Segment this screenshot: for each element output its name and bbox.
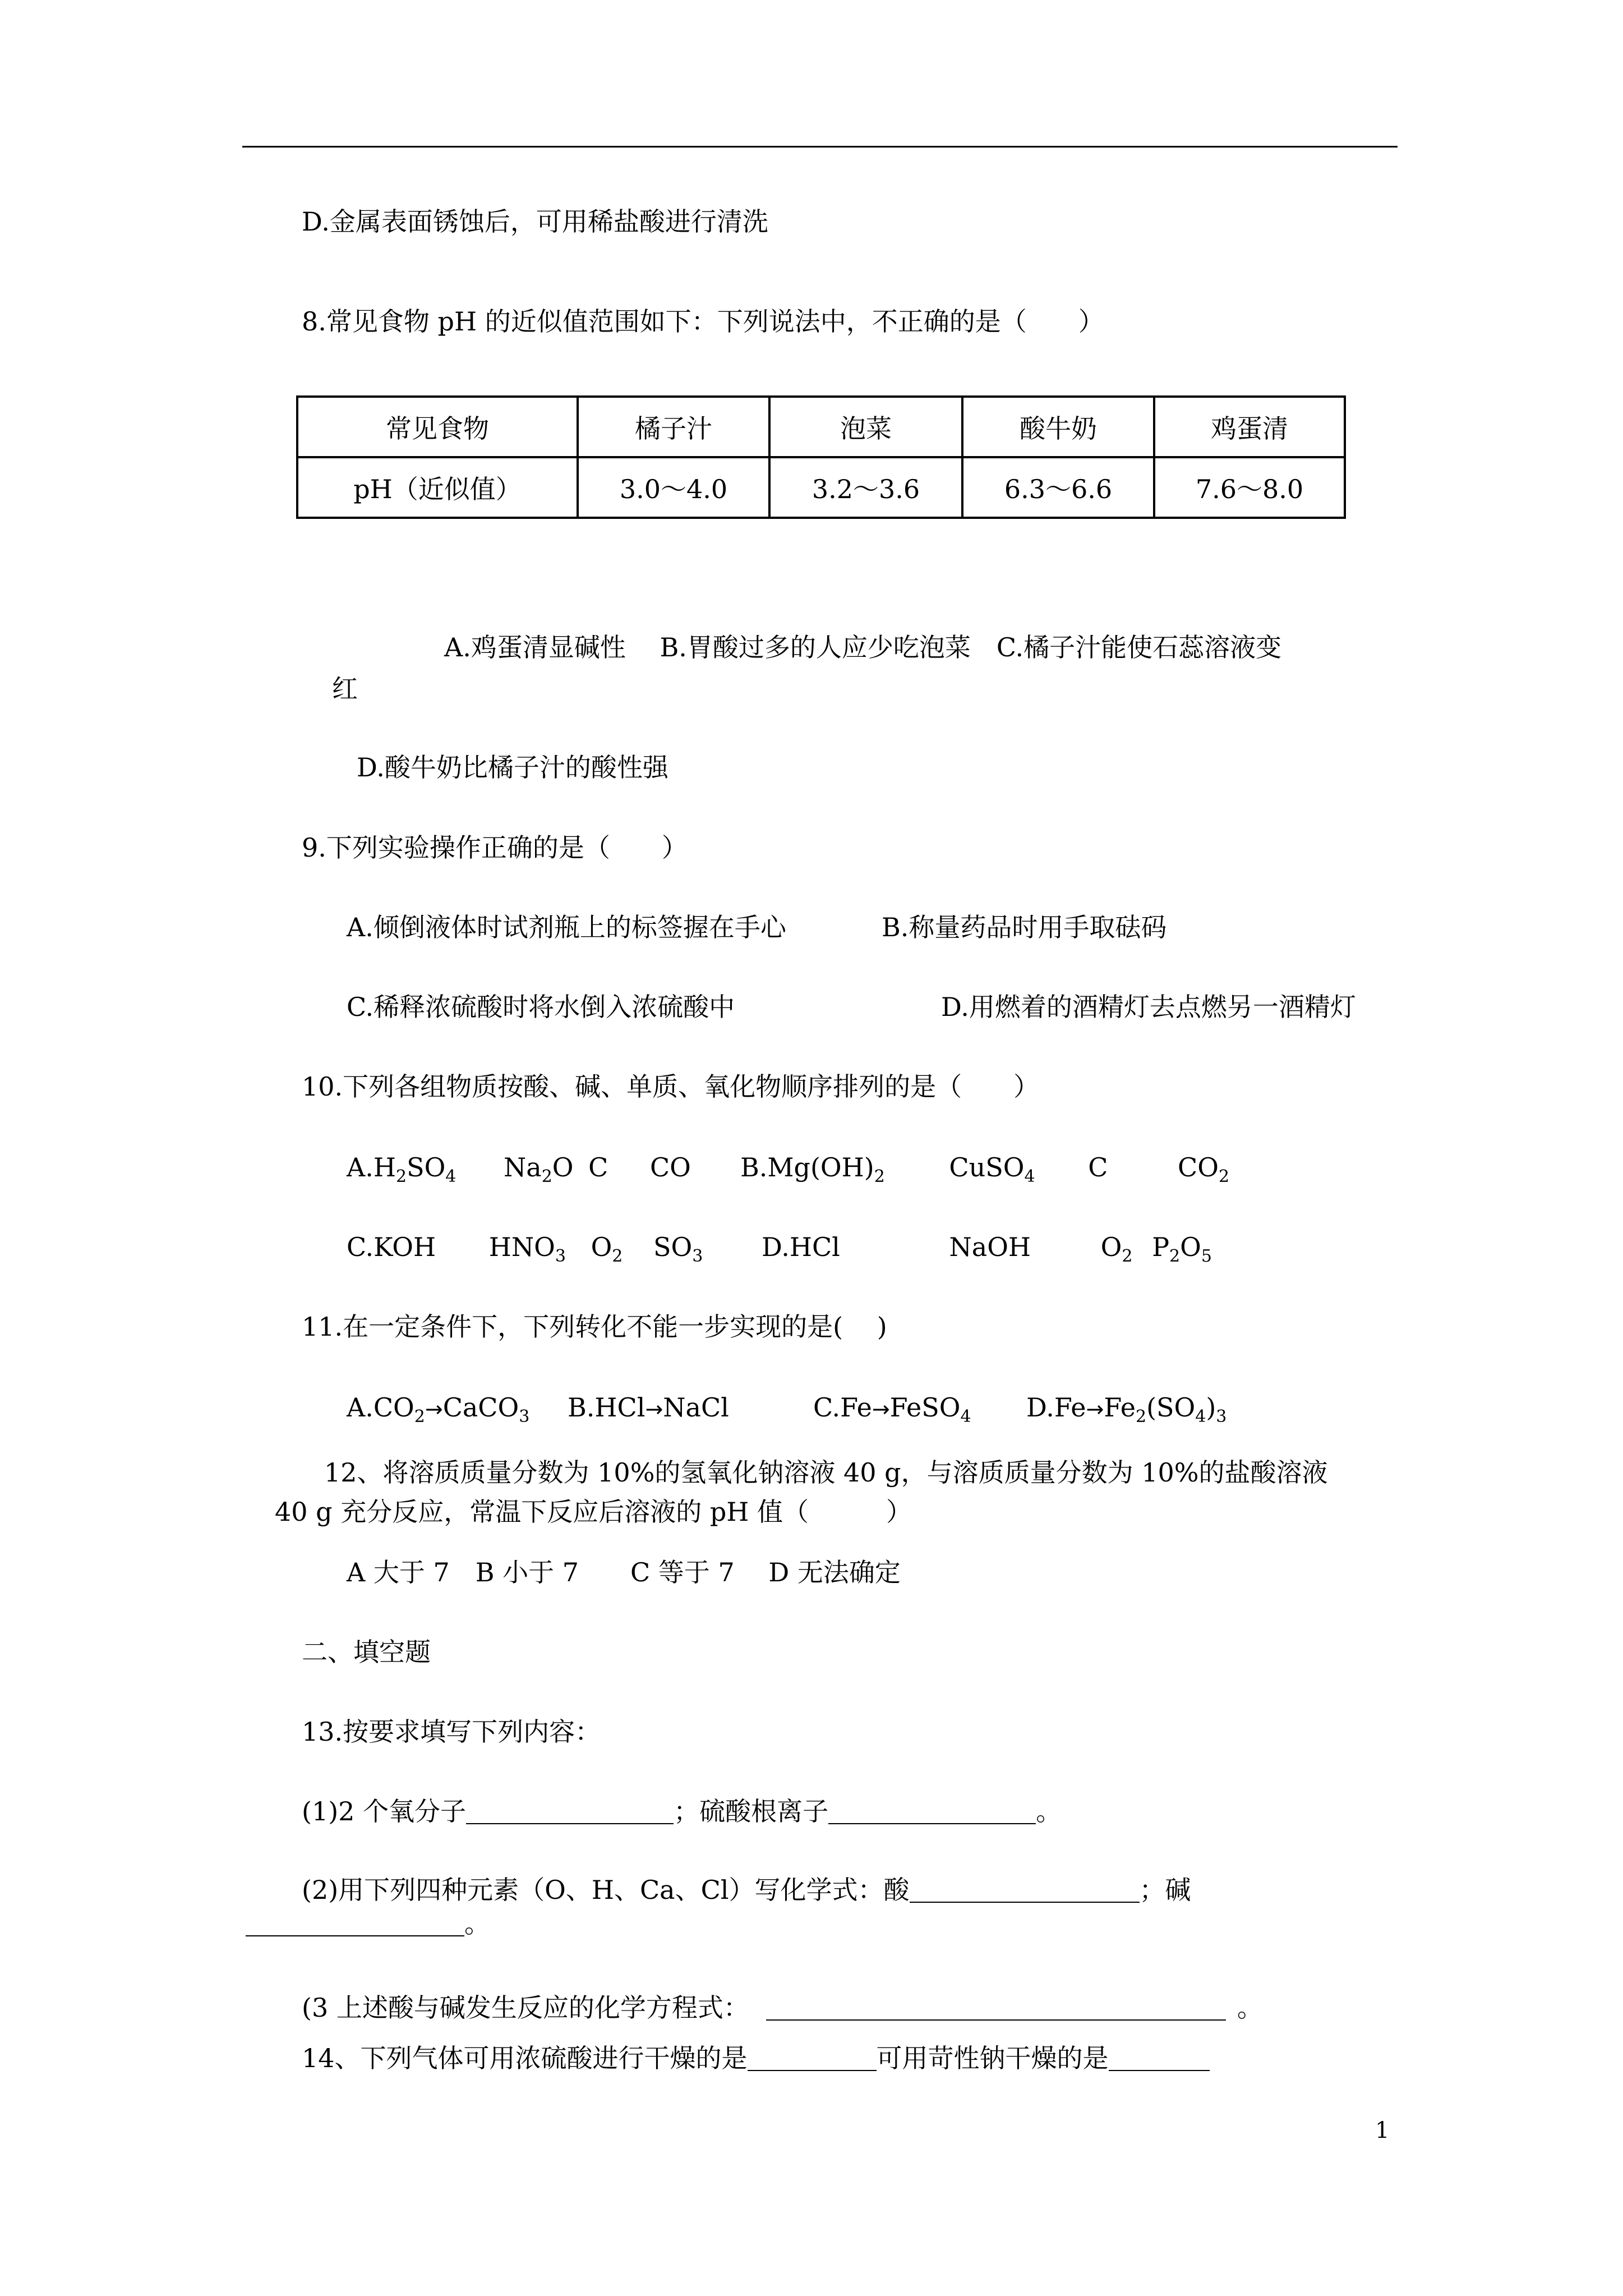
q9-option-b: B.称量药品时用手取砝码 bbox=[882, 912, 1167, 942]
answer-blank[interactable] bbox=[828, 1801, 1036, 1824]
table-cell: 3.2～3.6 bbox=[769, 457, 962, 518]
q8-options-line1: A.鸡蛋清显碱性 B.胃酸过多的人应少吃泡菜 C.橘子汁能使石蕊溶液变 bbox=[444, 632, 1282, 662]
q13-part3: (3 上述酸与碱发生反应的化学方程式： 。 bbox=[302, 1993, 1263, 2023]
q10-option-b: $B.Mg(OH)_2$ CuSO$_4$ C $CO_2$ bbox=[740, 1152, 1230, 1186]
q7-option-d: D.金属表面锈蚀后，可用稀盐酸进行清洗 bbox=[302, 206, 768, 237]
q9-option-c: C.稀释浓硫酸时将水倒入浓硫酸中 bbox=[347, 992, 735, 1022]
page-number: 1 bbox=[1375, 2118, 1390, 2143]
q13-part1: (1)2 个氧分子 ；硫酸根离子 。 bbox=[302, 1796, 1062, 1826]
q11-option-d: $D.Fe\to Fe_2(SO_4)_3$ bbox=[1026, 1392, 1227, 1427]
answer-blank[interactable] bbox=[466, 1801, 674, 1824]
q13-part2-cont: 。 bbox=[246, 1911, 490, 1936]
q13-part2: (2)用下列四种元素（O、H、Ca、Cl）写化学式：酸 ；碱 bbox=[302, 1875, 1191, 1905]
table-cell: 泡菜 bbox=[769, 397, 962, 457]
q12-line1: 12、将溶质质量分数为 10%的氢氧化钠溶液 40 g，与溶质质量分数为 10%的盐酸溶液 bbox=[324, 1457, 1328, 1488]
q11-option-b: B.HCl→NaCl bbox=[568, 1392, 729, 1423]
table-cell: 6.3～6.6 bbox=[962, 457, 1154, 518]
table-cell: pH（近似值） bbox=[297, 457, 578, 518]
ph-table bbox=[296, 395, 1346, 519]
arrow-icon: → bbox=[425, 1397, 443, 1421]
answer-blank[interactable] bbox=[910, 1879, 1140, 1903]
q11-option-a: $A.CO_2\to CaCO_3$ bbox=[347, 1392, 530, 1427]
q9-option-d: D.用燃着的酒精灯去点燃另一酒精灯 bbox=[941, 992, 1356, 1022]
q10-option-a: $A.H_2SO_4$ $Na_2O$ C CO bbox=[347, 1152, 691, 1186]
table-row bbox=[297, 457, 1345, 518]
q12-line2: 40 g 充分反应，常温下反应后溶液的 pH 值（ ） bbox=[275, 1497, 912, 1527]
q8-option-d: D.酸牛奶比橘子汁的酸性强 bbox=[357, 752, 668, 783]
q12-options: A 大于 7 B 小于 7 C 等于 7 D 无法确定 bbox=[347, 1557, 901, 1588]
header-rule bbox=[242, 146, 1398, 148]
table-cell: 3.0～4.0 bbox=[578, 457, 769, 518]
q11-stem: 11.在一定条件下，下列转化不能一步实现的是( ) bbox=[302, 1312, 887, 1342]
table-cell: 橘子汁 bbox=[578, 397, 769, 457]
arrow-icon: → bbox=[1086, 1397, 1104, 1421]
q9-option-a: A.倾倒液体时试剂瓶上的标签握在手心 bbox=[347, 912, 786, 942]
q14-line: 14、下列气体可用浓硫酸进行干燥的是 可用苛性钠干燥的是 bbox=[302, 2045, 1210, 2071]
answer-blank[interactable] bbox=[748, 2047, 877, 2071]
table-row bbox=[297, 397, 1345, 457]
q13-stem: 13.按要求填写下列内容： bbox=[302, 1717, 601, 1747]
answer-blank[interactable] bbox=[246, 1913, 464, 1936]
q11-option-c: C.Fe→FeSO$_4$ bbox=[813, 1392, 971, 1427]
q9-stem: 9.下列实验操作正确的是（ ） bbox=[302, 832, 688, 863]
answer-blank[interactable] bbox=[1109, 2047, 1210, 2071]
q8-options-line1-cont: 红 bbox=[332, 674, 358, 704]
table-cell: 7.6～8.0 bbox=[1154, 457, 1345, 518]
section-heading: 二、填空题 bbox=[302, 1637, 431, 1667]
q8-stem: 8.常见食物 pH 的近似值范围如下：下列说法中，不正确的是（ ） bbox=[302, 306, 1104, 337]
arrow-icon: → bbox=[645, 1397, 663, 1421]
table-cell: 鸡蛋清 bbox=[1154, 397, 1345, 457]
table-cell: 常见食物 bbox=[297, 397, 578, 457]
q10-option-c: C.KOH $HNO_3$ $O_2$ $SO_3$ bbox=[347, 1232, 703, 1266]
answer-blank[interactable] bbox=[766, 1997, 1226, 2021]
table-cell: 酸牛奶 bbox=[962, 397, 1154, 457]
arrow-icon: → bbox=[872, 1397, 890, 1421]
q10-option-d: D.HCl NaOH $O_2$ $P_2O_5$ bbox=[762, 1232, 1212, 1266]
q10-stem: 10.下列各组物质按酸、碱、单质、氧化物顺序排列的是（ ） bbox=[302, 1071, 1040, 1102]
